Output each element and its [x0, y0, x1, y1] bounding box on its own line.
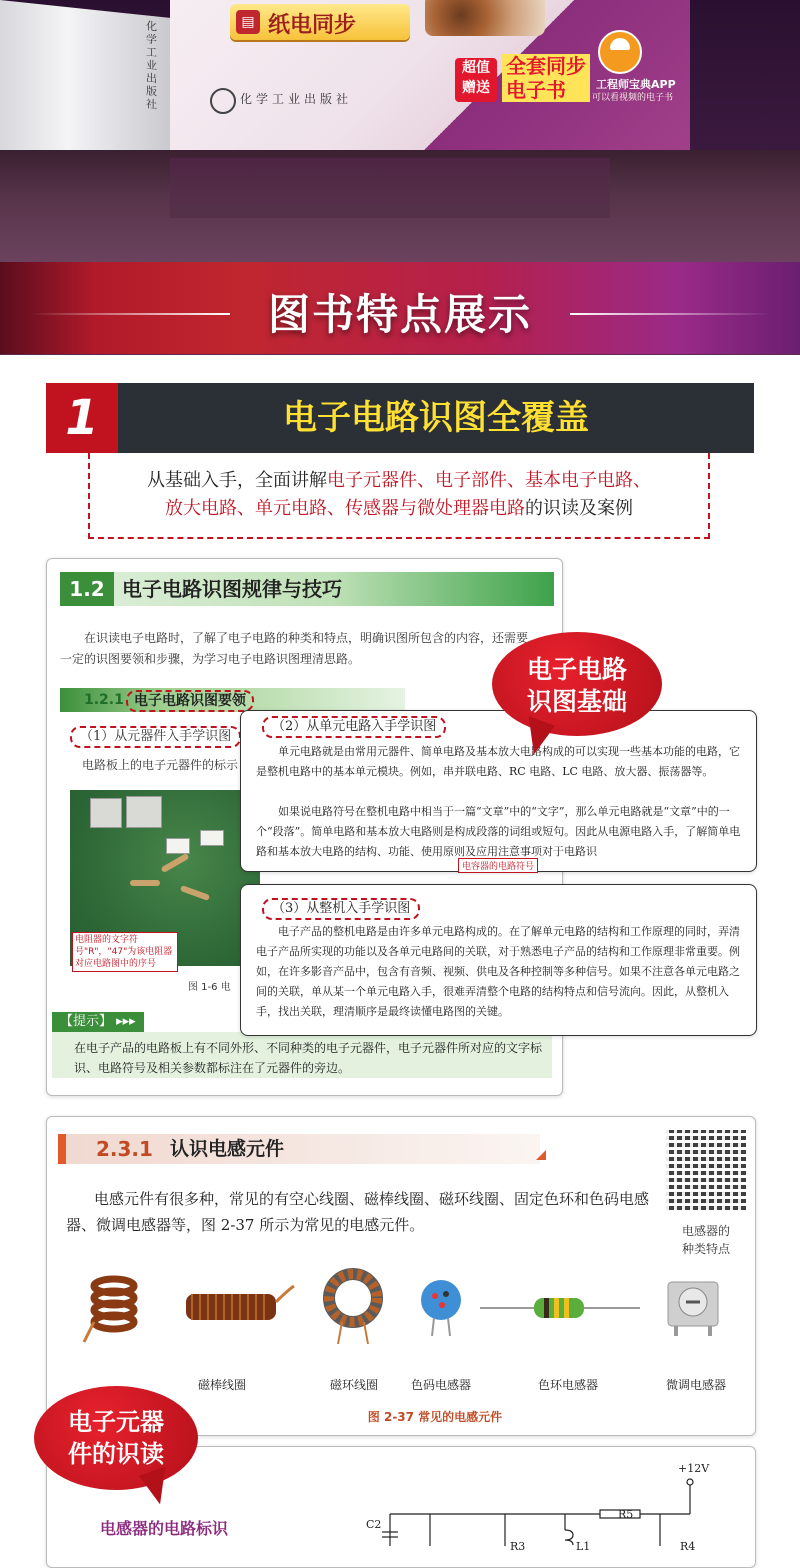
pcb-label-tag: [166, 838, 190, 854]
book-spine-text: 化学工业出版社: [146, 19, 157, 112]
qr-caption: [666, 1222, 746, 1258]
speech-bubble-circuit-basics: [492, 632, 662, 736]
pcb-component: [90, 798, 122, 828]
section-header-2-3-1: [58, 1134, 540, 1164]
color-ring-inductor-image: [480, 1290, 640, 1326]
feature-description: [88, 453, 710, 539]
publisher-logo-icon: [210, 88, 236, 114]
bonus-tag-line2: 赠送: [462, 80, 490, 96]
excerpt-heading-whole-machine: （3）从整机入手学识图: [262, 898, 420, 920]
qr-caption-line1: 电感器的: [681, 1224, 730, 1238]
feature-desc-red-2: 放大电路、单元电路、传感器与微处理器电路: [165, 498, 525, 519]
cover-photo: [425, 0, 545, 36]
resistor-r4-label: R4: [680, 1540, 696, 1553]
excerpt-para-1: 单元电路就是由常用元器件、简单电路及基本放大电路构成的可以实现一些基本功能的电路，它是整机电路中的基本单元模块。例如，串并联电路、RC 电路、LC 电路、放大器、振荡器等。: [256, 745, 740, 778]
section-heading: 电子电路识图规律与技巧: [122, 577, 342, 601]
capacitor-label: C2: [366, 1518, 382, 1531]
book-icon: ▤: [236, 10, 260, 34]
voltage-label: +12V: [678, 1462, 710, 1475]
sync-badge-label: 纸电同步: [268, 13, 357, 38]
tip-text: 在电子产品的电路板上有不同外形、不同种类的电子元器件，电子元器件所对应的文字标识、电路符号及相关参数都标注在了元器件的旁边。: [52, 1032, 552, 1078]
bonus-tag-line1: 超值: [462, 60, 490, 76]
qr-code-icon[interactable]: [666, 1130, 746, 1210]
part-caption: 色码电感器: [411, 1378, 472, 1392]
circuit-schematic: [240, 1470, 740, 1546]
app-title: 工程师宝典APP: [596, 78, 676, 91]
air-core-coil-image: [80, 1272, 140, 1344]
subsection-title: 电子电路识图要领: [126, 690, 254, 712]
bubble-line-2: 件的识读: [68, 1440, 164, 1468]
bubble-line-2: 识图基础: [526, 687, 627, 716]
subsection-number: 1.2.1: [84, 692, 124, 708]
resistor-r5-label: R5: [618, 1508, 634, 1521]
section-number: 1.2: [60, 572, 114, 606]
figure-caption-1-6: 图 1-6 电: [188, 982, 231, 993]
feature-desc-prefix: 从基础入手，全面讲解: [147, 470, 327, 491]
inductor-description: 电感元件有很多种，常见的有空心线圈、磁棒线圈、磁环线圈、固定色环和色码电感器、微调电感器等，图 2-37 所示为常见的电感元件。: [66, 1190, 650, 1234]
circuit-label: 电感器的电路标识: [100, 1519, 229, 1538]
pcb-label-tag: [200, 830, 224, 846]
feature-title: 电子电路识图全覆盖: [283, 398, 589, 438]
engineer-avatar-icon: [598, 30, 642, 74]
resistor-r3-label: R3: [510, 1540, 526, 1553]
pcb-resistor: [161, 853, 190, 873]
toroid-coil-image: [318, 1266, 388, 1346]
app-subtitle: 可以看视频的电子书: [592, 93, 674, 103]
bonus-main-line1: 全套同步: [506, 54, 586, 78]
bonus-ebook-label: [502, 54, 590, 102]
step-1-text: 电路板上的电子元器件的标示: [82, 758, 239, 772]
excerpt-para-2: 如果说电路符号在整机电路中相当于一篇“文章”中的“文字”，那么单元电路就是“文章”中的一个“段落”。简单电路和基本放大电路则是构成段落的词组或短句。因此从电源电路入手，了解简单电路和基本放大电路的结构、功能、使用原则及应用注意事项对于电路识: [256, 805, 741, 858]
section-accent-bar: [58, 1134, 66, 1164]
pcb-callout-resistor: 电阻器的文字符号"R"，"47"为该电阻器对应电路图中的序号: [72, 932, 178, 972]
feature-number-badge: [46, 383, 118, 453]
excerpt-para-3: 电子产品的整机电路是由许多单元电路构成的。在了解单元电路的结构和工作原理的同时，弄清电子产品所实现的功能以及各单元电路间的关联，对于熟悉电子产品的结构和工作原理非常重要。例如，在许多影音产品中，包含有音频、视频、供电及各种控制等多种信号。如果不注意各单元电路之间的关联，单从某一个单元电路入手，很难弄清整个电路的结构特点和信号流向。因此，从整机入手，找出关联，理清顺序是最终读懂电路图的关键。: [256, 925, 740, 1018]
feature-number: 1: [65, 390, 99, 446]
pcb-callout-capacitor: 电容器的电路符号: [458, 858, 538, 873]
bubble-line-1: 电子元器: [68, 1408, 164, 1436]
color-code-inductor-image: [416, 1278, 466, 1338]
figure-caption-text: 图 2-37 常见的电感元件: [367, 1410, 503, 1424]
page-sample-2: [46, 1116, 756, 1436]
step-1-heading: （1）从元器件入手学识图: [70, 726, 241, 748]
adjustable-inductor-image: [660, 1272, 726, 1338]
promo-banner: [0, 0, 800, 355]
tip-badge: 【提示】 ▸▸▸: [52, 1012, 144, 1032]
pcb-resistor: [130, 880, 160, 886]
section-number: 2.3.1: [96, 1137, 153, 1161]
pcb-component: [126, 796, 162, 828]
bubble-line-1: 电子电路: [526, 655, 627, 684]
speech-bubble-component-reading: [34, 1386, 198, 1490]
bonus-main-line2: 电子书: [506, 78, 566, 102]
inductor-l1-label: L1: [576, 1540, 591, 1553]
qr-caption-line2: 种类特点: [681, 1242, 730, 1256]
subsection-header: [60, 688, 405, 712]
part-caption: 微调电感器: [666, 1378, 727, 1392]
bonus-tag: [455, 58, 497, 102]
pcb-resistor: [180, 885, 210, 901]
publisher-name: 化学工业出版社: [240, 92, 353, 106]
feature-desc-red-1: 电子元器件、电子部件、基本电子电路、: [327, 470, 651, 491]
part-caption: 色环电感器: [538, 1378, 599, 1392]
section-header-1-2: [60, 572, 554, 606]
feature-desc-suffix: 的识读及案例: [525, 498, 633, 519]
section-corner-triangle: [536, 1150, 546, 1160]
part-caption: 磁棒线圈: [198, 1378, 247, 1392]
section-intro: 在识读电子电路时，了解了电子电路的种类和特点，明确识图所包含的内容，还需要一定的识图要领和步骤，为学习电子电路识图理清思路。: [60, 631, 529, 666]
part-caption: 磁环线圈: [330, 1378, 379, 1392]
excerpt-heading-unit-circuit: （2）从单元电路入手学识图: [262, 716, 446, 738]
section-heading: 认识电感元件: [170, 1138, 285, 1160]
book-reflection: [170, 158, 610, 218]
section-title: 图书特点展示: [267, 290, 532, 339]
rod-coil-image: [176, 1276, 296, 1336]
sync-badge: [230, 4, 410, 40]
